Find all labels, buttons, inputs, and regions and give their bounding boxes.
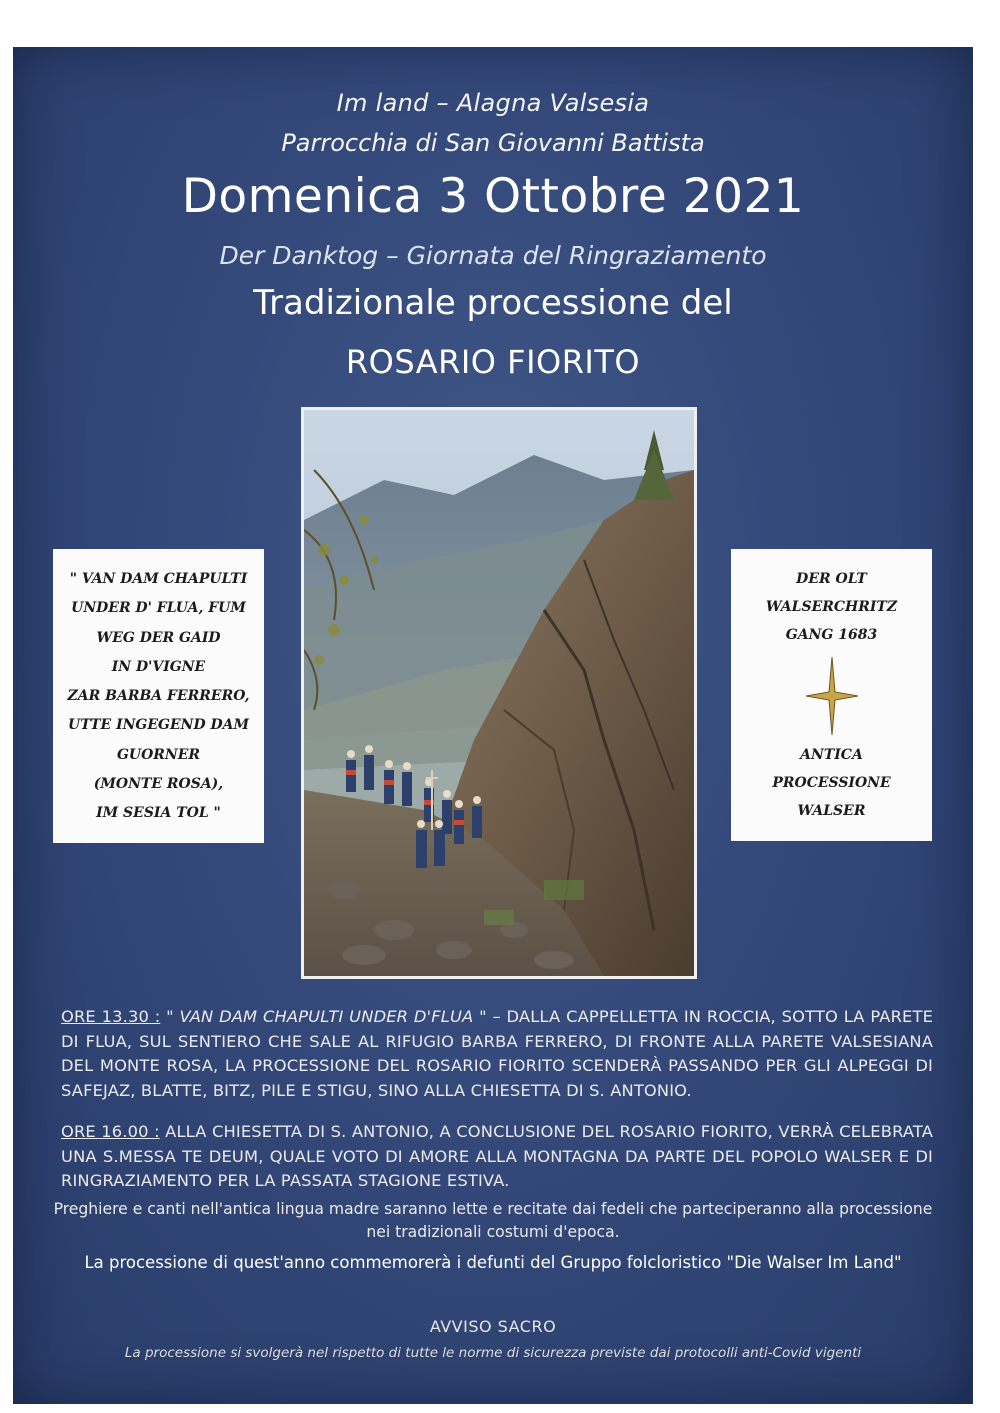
box-line: DER OLT xyxy=(796,571,867,587)
event-date: Domenica 3 Ottobre 2021 xyxy=(181,169,805,224)
notice-heading: AVVISO SACRO xyxy=(429,1317,557,1336)
quote-line: " VAN DAM CHAPULTI xyxy=(69,571,248,587)
commemoration-note: La processione di quest'anno commemorerà i defunti del Gruppo folcloristico "Die Walser Im Land" xyxy=(84,1253,902,1272)
schedule-paragraph-1 xyxy=(61,1005,933,1103)
quote-line: UTTE INGEGEND DAM xyxy=(67,717,249,734)
paragraph-text: – DALLA CAPPELLETTA IN ROCCIA, SOTTO LA PARETE DI FLUA, SUL SENTIERO CHE SALE AL RIFUGIO BARBA FERRERO, DI FRONTE ALLA PARETE VALSESIANA DEL MONTE ROSA, LA PROCESSIONE DEL ROSARIO FIORITO SCENDERÀ PASSANDO PER GLI ALPEGGI DI SAFEJAZ, BLATTE, BITZ, PILE E STIGU, SINO ALLA CHIESETTA DI S. ANTONIO. xyxy=(61,1007,934,1100)
quote-line: IM SESIA TOL " xyxy=(96,805,221,822)
walser-quote: " VAN DAM CHAPULTI UNDER D'FLUA " xyxy=(160,1007,487,1026)
covid-note: La processione si svolgerà nel rispetto di tutte le norme di sicurezza previste dai protocolli anti-Covid vigenti xyxy=(124,1345,862,1361)
four-point-star-icon xyxy=(806,657,858,735)
quote-line: IN D'VIGNE xyxy=(111,658,206,675)
schedule-paragraph-2 xyxy=(61,1120,933,1194)
box-line: GANG 1683 xyxy=(785,627,878,643)
title-line-1: Tradizionale processione del xyxy=(253,283,733,323)
procession-photo xyxy=(301,407,697,979)
time-label: ORE 13.30 : xyxy=(61,1007,161,1026)
event-subtitle: Der Danktog – Giornata del Ringraziamento xyxy=(219,241,767,270)
paragraph-text: ALLA CHIESETTA DI S. ANTONIO, A CONCLUSIONE DEL ROSARIO FIORITO, VERRÀ CELEBRATA UNA S.MESSA TE DEUM, QUALE VOTO DI AMORE ALLA MONTAGNA DA PARTE DEL POPOLO WALSER E DI RINGRAZIAMENTO PER LA PASSATA STAGIONE ESTIVA. xyxy=(61,1122,934,1190)
quote-line: ZAR BARBA FERRERO, xyxy=(67,688,250,705)
quote-line: UNDER D' FLUA, FUM xyxy=(71,600,246,617)
box-line: WALSER xyxy=(797,803,866,819)
quote-line: GUORNER xyxy=(116,746,201,763)
box-line: PROCESSIONE xyxy=(772,775,891,791)
walser-quote-box xyxy=(53,549,264,843)
box-line: WALSERCHRITZ xyxy=(765,599,898,615)
poster xyxy=(13,47,973,1404)
quote-line: (MONTE ROSA), xyxy=(93,776,224,793)
parish-line: Parrocchia di San Giovanni Battista xyxy=(281,129,705,157)
time-label: ORE 16.00 : xyxy=(61,1122,160,1141)
quote-line: WEG DER GAID xyxy=(96,629,221,646)
location-line: Im land – Alagna Valsesia xyxy=(336,89,650,117)
prayers-note: Preghiere e canti nell'antica lingua madre saranno lette e recitate dai fedeli che parteciperanno alla processione nei tradizionali costumi d'epoca. xyxy=(53,1200,933,1241)
title-line-2: ROSARIO FIORITO xyxy=(345,343,641,381)
ancient-procession-box xyxy=(731,549,932,841)
box-line: ANTICA xyxy=(800,747,863,763)
